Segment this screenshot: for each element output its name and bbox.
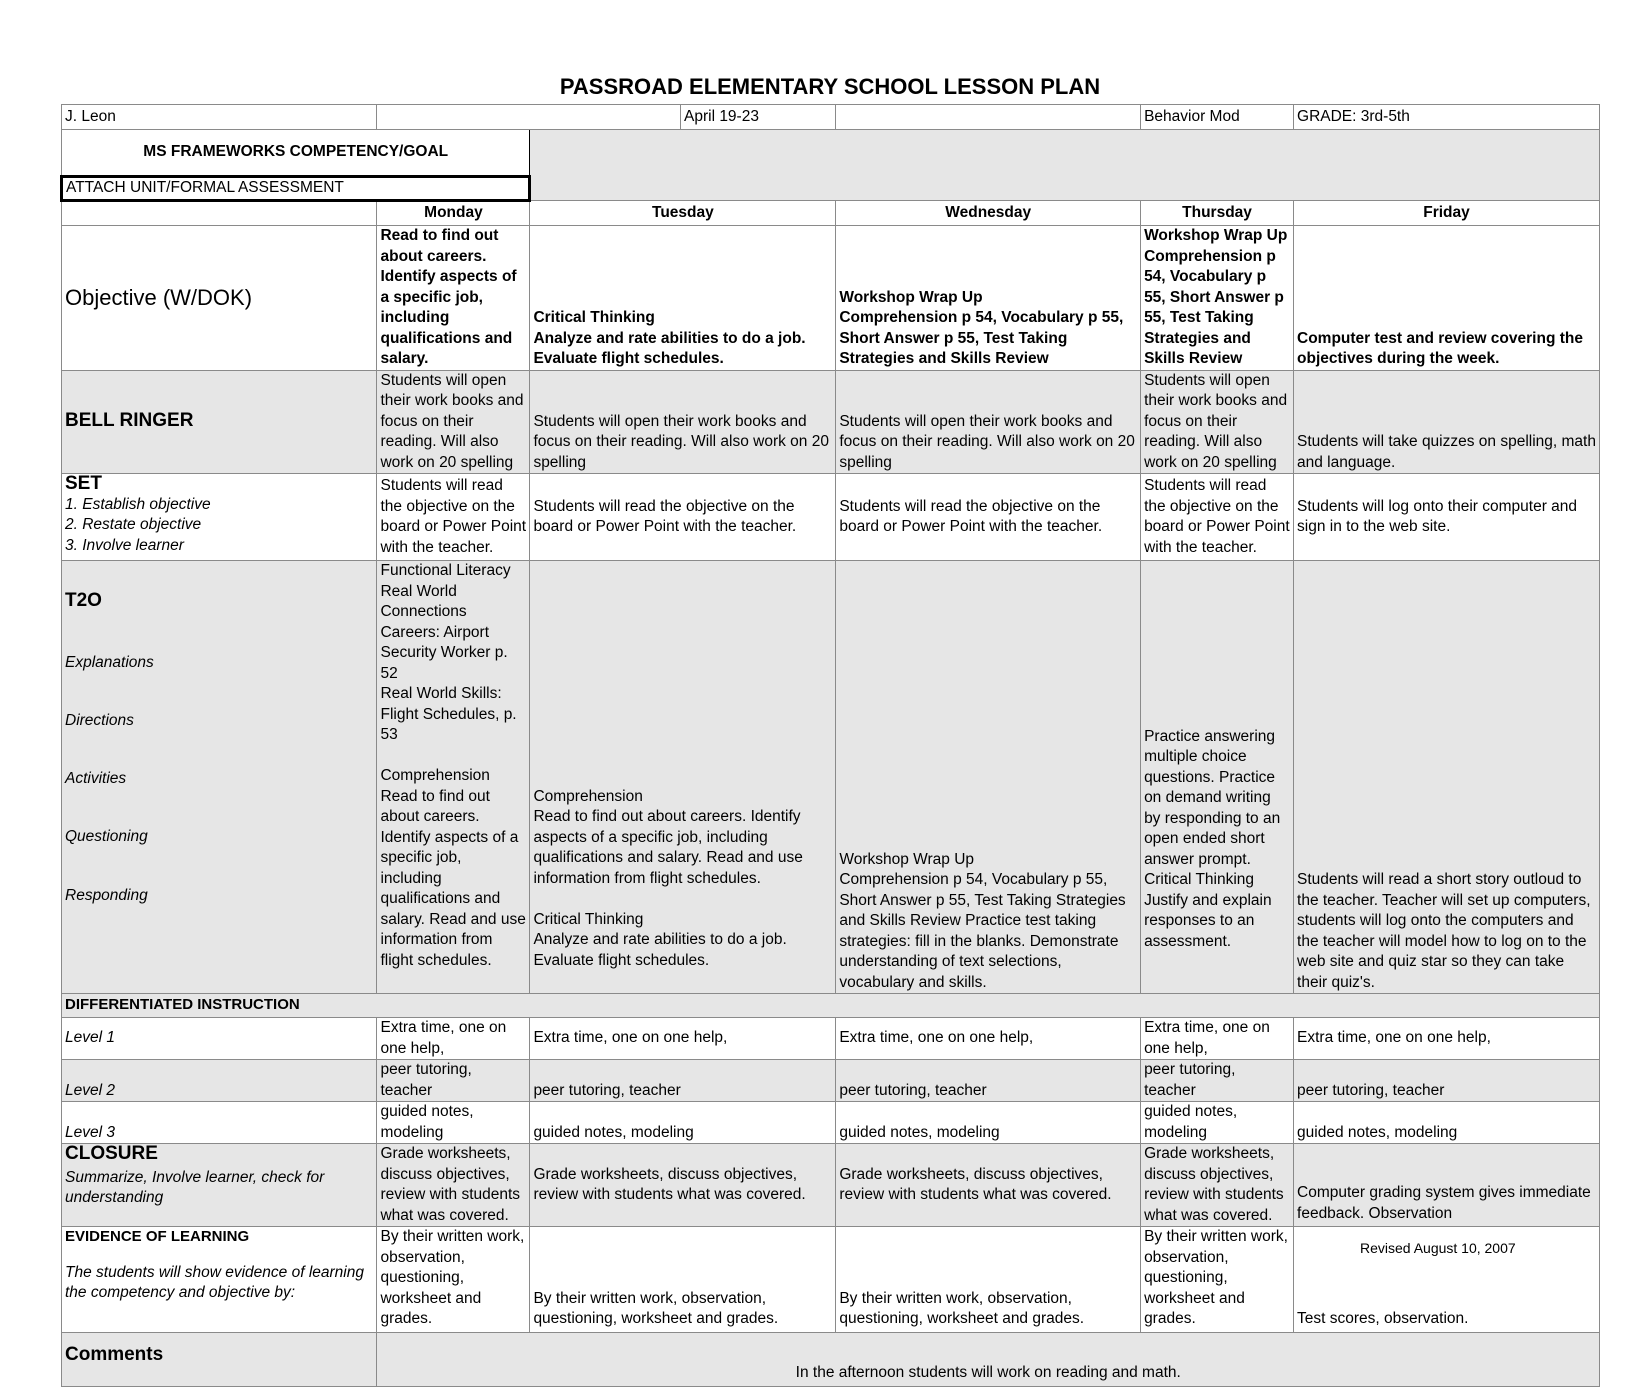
closure-tuesday: Grade worksheets, discuss objectives, review with students what was covered.: [530, 1144, 836, 1227]
level-2-thursday: peer tutoring, teacher: [1141, 1060, 1294, 1102]
set-item-establish: 1. Establish objective: [65, 495, 211, 513]
bell-ringer-monday: Students will open their work books and focus on their reading. Will also work on 20 spelling: [377, 370, 530, 474]
objective-friday: Computer test and review covering the objectives during the week.: [1294, 226, 1600, 371]
level-1-tuesday: Extra time, one on one help,: [530, 1018, 836, 1060]
set-tuesday: Students will read the objective on the board or Power Point with the teacher.: [530, 474, 836, 561]
level-3-friday: guided notes, modeling: [1294, 1102, 1600, 1144]
closure-friday: Computer grading system gives immediate feedback. Observation: [1294, 1144, 1600, 1227]
day-friday: Friday: [1294, 201, 1600, 226]
level-1-friday: Extra time, one on one help,: [1294, 1018, 1600, 1060]
evidence-tuesday: By their written work, observation, questioning, worksheet and grades.: [530, 1227, 836, 1333]
set-label-cell: [62, 474, 377, 561]
formal-assessment-label: ATTACH UNIT/FORMAL ASSESSMENT: [62, 177, 530, 201]
t2o-friday: Students will read a short story outloud to the teacher. Teacher will set up computers, students will log onto the computers and the teacher will model how to log on to the web site and quiz star so they can take their quiz's.: [1294, 561, 1600, 994]
bell-ringer-tuesday: Students will open their work books and focus on their reading. Will also work on 20 spelling: [530, 370, 836, 474]
level-3-wednesday: guided notes, modeling: [836, 1102, 1141, 1144]
bell-ringer-label: BELL RINGER: [65, 410, 194, 431]
level-3-tuesday: guided notes, modeling: [530, 1102, 836, 1144]
level-1-wednesday: Extra time, one on one help,: [836, 1018, 1141, 1060]
day-monday: Monday: [377, 201, 530, 226]
closure-monday: Grade worksheets, discuss objectives, review with students what was covered.: [377, 1144, 530, 1227]
closure-wednesday: Grade worksheets, discuss objectives, review with students what was covered.: [836, 1144, 1141, 1227]
set-monday: Students will read the objective on the board or Power Point with the teacher.: [377, 474, 530, 561]
day-wednesday: Wednesday: [836, 201, 1141, 226]
evidence-wednesday: By their written work, observation, questioning, worksheet and grades.: [836, 1227, 1141, 1333]
objective-wednesday: Workshop Wrap Up Comprehension p 54, Vocabulary p 55, Short Answer p 55, Test Taking Strategies and Skills Review: [836, 226, 1141, 371]
level-3-label: Level 3: [62, 1102, 377, 1144]
header-spacer: [836, 105, 1141, 130]
evidence-friday: Test scores, observation.: [1294, 1227, 1600, 1333]
level-3-thursday: guided notes, modeling: [1141, 1102, 1294, 1144]
objective-thursday: Workshop Wrap Up Comprehension p 54, Vocabulary p 55, Short Answer p 55, Test Taking Strategies and Skills Review: [1141, 226, 1294, 371]
level-2-tuesday: peer tutoring, teacher: [530, 1060, 836, 1102]
bell-ringer-thursday: Students will open their work books and focus on their reading. Will also work on 20 spelling: [1141, 370, 1294, 474]
day-thursday: Thursday: [1141, 201, 1294, 226]
set-label: SET: [65, 473, 102, 494]
lesson-dates: April 19-23: [681, 105, 836, 130]
closure-label: CLOSURE: [65, 1143, 158, 1164]
t2o-item-activities: Activities: [65, 770, 127, 787]
set-thursday: Students will read the objective on the board or Power Point with the teacher.: [1141, 474, 1294, 561]
objective-label: Objective (W/DOK): [62, 226, 377, 371]
set-friday: Students will log onto their computer and sign in to the web site.: [1294, 474, 1600, 561]
objective-tuesday: Critical Thinking Analyze and rate abilities to do a job. Evaluate flight schedules.: [530, 226, 836, 371]
comments-label: Comments: [65, 1343, 164, 1365]
evidence-label-cell: [62, 1227, 377, 1333]
closure-label-cell: [62, 1144, 377, 1227]
differentiated-label: DIFFERENTIATED INSTRUCTION: [65, 996, 300, 1014]
evidence-monday: By their written work, observation, questioning, worksheet and grades.: [377, 1227, 530, 1333]
level-2-friday: peer tutoring, teacher: [1294, 1060, 1600, 1102]
t2o-tuesday: Comprehension Read to find out about careers. Identify aspects of a specific job, including qualifications and salary. Read and use information from flight schedules. Critical Thinking Analyze and rate abilities to do a job. Evaluate flight schedules.: [530, 561, 836, 994]
t2o-item-directions: Directions: [65, 712, 134, 729]
lesson-plan-table: [60, 104, 1600, 1387]
set-item-restate: 2. Restate objective: [65, 516, 202, 533]
evidence-sub: The students will show evidence of learning the competency and objective by:: [65, 1263, 364, 1301]
page-title: PASSROAD ELEMENTARY SCHOOL LESSON PLAN: [559, 74, 1101, 99]
level-2-monday: peer tutoring, teacher: [377, 1060, 530, 1102]
bell-ringer-wednesday: Students will open their work books and focus on their reading. Will also work on 20 spelling: [836, 370, 1141, 474]
subject-name: Behavior Mod: [1141, 105, 1294, 130]
revised-date: Revised August 10, 2007: [1360, 1240, 1516, 1256]
t2o-label: T2O: [65, 590, 102, 611]
set-wednesday: Students will read the objective on the board or Power Point with the teacher.: [836, 474, 1141, 561]
level-2-wednesday: peer tutoring, teacher: [836, 1060, 1141, 1102]
grade-level: GRADE: 3rd-5th: [1294, 105, 1600, 130]
t2o-thursday: Practice answering multiple choice questions. Practice on demand writing by responding to an open ended short answer prompt. Critical Thinking Justify and explain responses to an assessment.: [1141, 561, 1294, 994]
set-item-involve: 3. Involve learner: [65, 536, 184, 554]
comments-text: In the afternoon students will work on reading and math.: [377, 1332, 1600, 1386]
day-tuesday: Tuesday: [530, 201, 836, 226]
goal-area: [530, 130, 1600, 201]
t2o-item-explanations: Explanations: [65, 654, 154, 671]
teacher-name: J. Leon: [62, 105, 377, 130]
objective-monday: Read to find out about careers. Identify aspects of a specific job, including qualifications and salary.: [377, 226, 530, 371]
t2o-wednesday: Workshop Wrap Up Comprehension p 54, Vocabulary p 55, Short Answer p 55, Test Taking Strategies and Skills Review Practice test taking strategies: fill in the blanks. Demonstrate understanding of text selections, vocabulary and skills.: [836, 561, 1141, 994]
level-2-label: Level 2: [62, 1060, 377, 1102]
t2o-item-questioning: Questioning: [65, 828, 148, 845]
t2o-item-responding: Responding: [65, 887, 148, 904]
closure-thursday: Grade worksheets, discuss objectives, review with students what was covered.: [1141, 1144, 1294, 1227]
level-1-label: Level 1: [62, 1018, 377, 1060]
evidence-label: EVIDENCE OF LEARNING: [65, 1228, 250, 1245]
days-corner: [62, 201, 377, 226]
frameworks-goal-label: MS FRAMEWORKS COMPETENCY/GOAL: [62, 130, 530, 177]
level-1-monday: Extra time, one on one help,: [377, 1018, 530, 1060]
closure-sub: Summarize, Involve learner, check for understanding: [65, 1168, 325, 1206]
t2o-monday: Functional Literacy Real World Connections Careers: Airport Security Worker p. 52 Real World Skills: Flight Schedules, p. 53 Comprehension Read to find out about careers. Identify aspects of a specific job, including qualifications and salary. Read and use information from flight schedules.: [377, 561, 530, 994]
evidence-thursday: By their written work, observation, questioning, worksheet and grades.: [1141, 1227, 1294, 1333]
level-3-monday: guided notes, modeling: [377, 1102, 530, 1144]
t2o-label-cell: [62, 561, 377, 994]
header-blank: [377, 105, 681, 130]
level-1-thursday: Extra time, one on one help,: [1141, 1018, 1294, 1060]
bell-ringer-friday: Students will take quizzes on spelling, math and language.: [1294, 370, 1600, 474]
